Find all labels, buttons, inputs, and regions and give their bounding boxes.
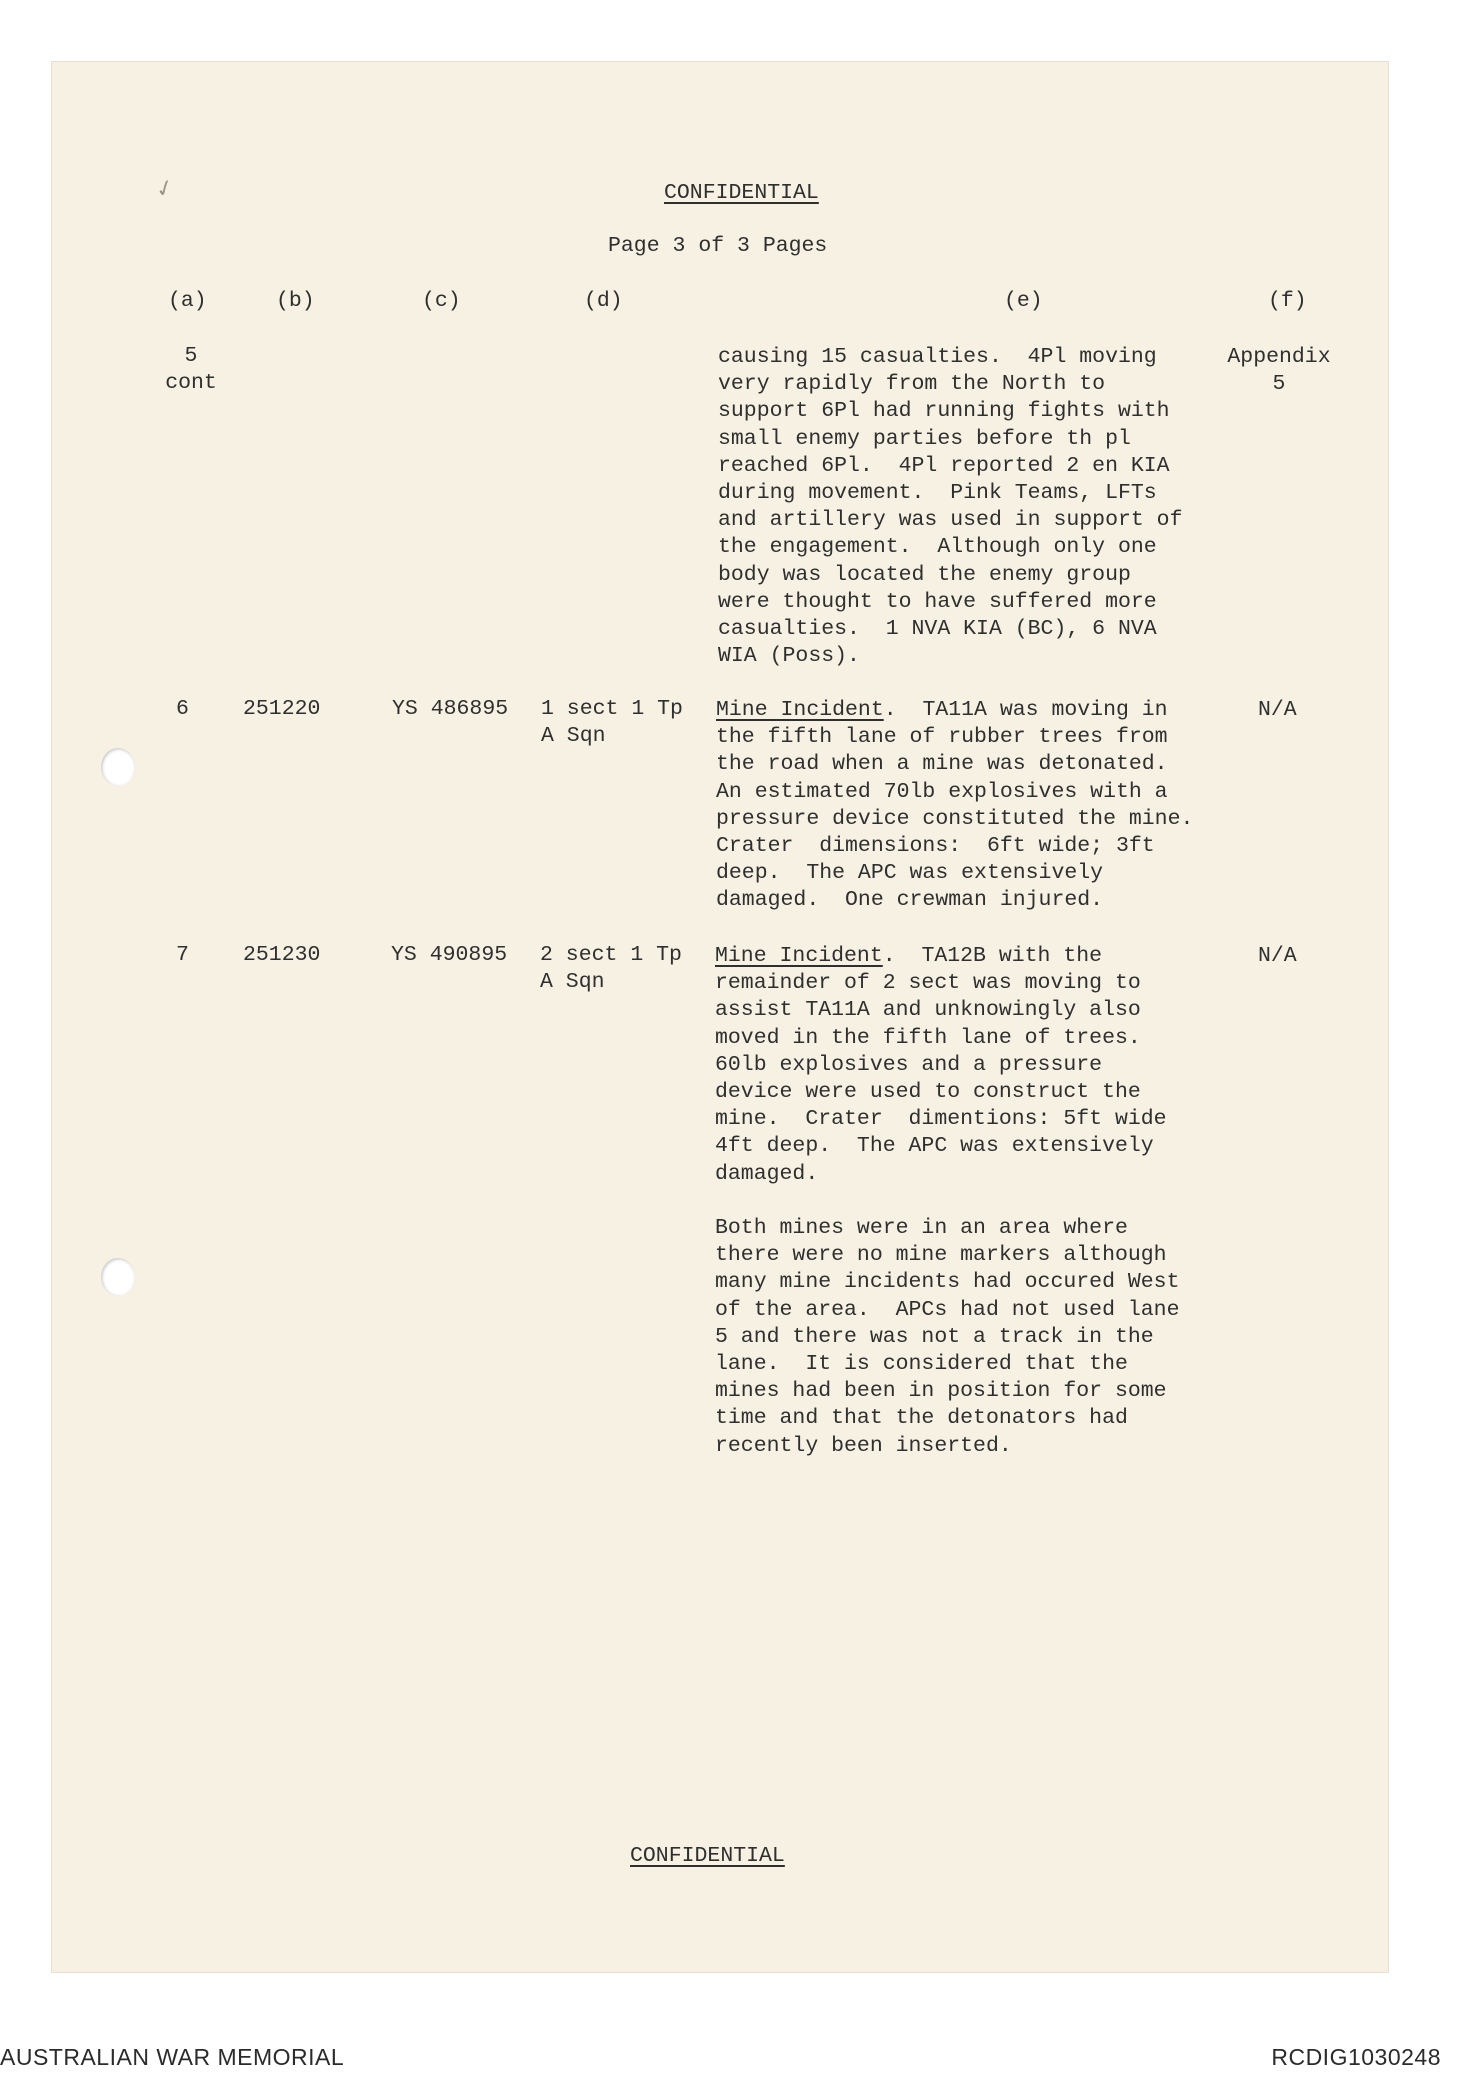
entry-6-text: . TA11A was moving in the fifth lane of rubber trees from the road when a mine was detonated. An estimated 70lb explosives with a pressure device constituted the mine. Crater dimensions: 6ft wide; 3ft deep. The APC was extensively damaged. One crewman injured.	[716, 698, 1194, 913]
archive-credit: AUSTRALIAN WAR MEMORIAL	[0, 2044, 345, 2070]
column-header-d: (d)	[584, 289, 623, 313]
entry-6-reference: N/A	[1258, 698, 1297, 722]
entry-6-unit: 1 sect 1 Tp A Sqn	[541, 697, 683, 749]
entry-7-grid-reference: YS 490895	[391, 943, 508, 967]
archive-reference: RCDIG1030248	[1271, 2044, 1441, 2070]
entry-6-serial: 6	[176, 697, 189, 721]
column-header-a: (a)	[168, 289, 207, 313]
entry-6-grid-reference: YS 486895	[392, 697, 509, 721]
entry-6-heading: Mine Incident	[716, 698, 884, 722]
handwritten-tick-mark: ✓	[152, 172, 178, 207]
entry-6-narrative	[716, 697, 1193, 915]
entry-7-serial: 7	[176, 943, 189, 967]
column-header-e: (e)	[1004, 289, 1043, 313]
entry-7-dtg: 251230	[243, 943, 321, 967]
entry-7-narrative	[715, 943, 1179, 1460]
punch-hole	[101, 1258, 135, 1296]
column-header-b: (b)	[276, 289, 315, 313]
entry-7-reference: N/A	[1258, 944, 1297, 968]
entry-6-dtg: 251220	[243, 697, 321, 721]
entry-7-heading: Mine Incident	[715, 944, 883, 968]
page-number: Page 3 of 3 Pages	[608, 234, 828, 258]
classification-top: CONFIDENTIAL	[664, 181, 819, 205]
entry-7-text: . TA12B with the remainder of 2 sect was moving to assist TA11A and unknowingly also moved in the fifth lane of trees. 60lb explosives and a pressure device were used to construct the mine. Crater dimentions: 5ft wide 4ft deep. The APC was extensively damaged. Both mines were in an area where there were no mine markers although many mine incidents had occured West of the area. APCs had not used lane 5 and there was not a track in the lane. It is considered that the mines had been in position for some time and that the detonators had recently been inserted.	[715, 944, 1180, 1458]
punch-hole	[101, 748, 135, 786]
column-header-f: (f)	[1268, 289, 1307, 313]
classification-bottom: CONFIDENTIAL	[630, 1844, 785, 1868]
column-header-c: (c)	[422, 289, 461, 313]
entry-7-unit: 2 sect 1 Tp A Sqn	[540, 943, 682, 995]
entry-5-serial: 5 cont	[165, 344, 217, 396]
entry-5-narrative: causing 15 casualties. 4Pl moving very rapidly from the North to support 6Pl had running fights with small enemy parties before th pl reached 6Pl. 4Pl reported 2 en KIA during movement. Pink Teams, LFTs and artillery was used in support of the engagement. Although only one body was located the enemy group were thought to have suffered more casualties. 1 NVA KIA (BC), 6 NVA WIA (Poss).	[718, 345, 1183, 669]
entry-5-reference: Appendix 5	[1227, 345, 1331, 397]
